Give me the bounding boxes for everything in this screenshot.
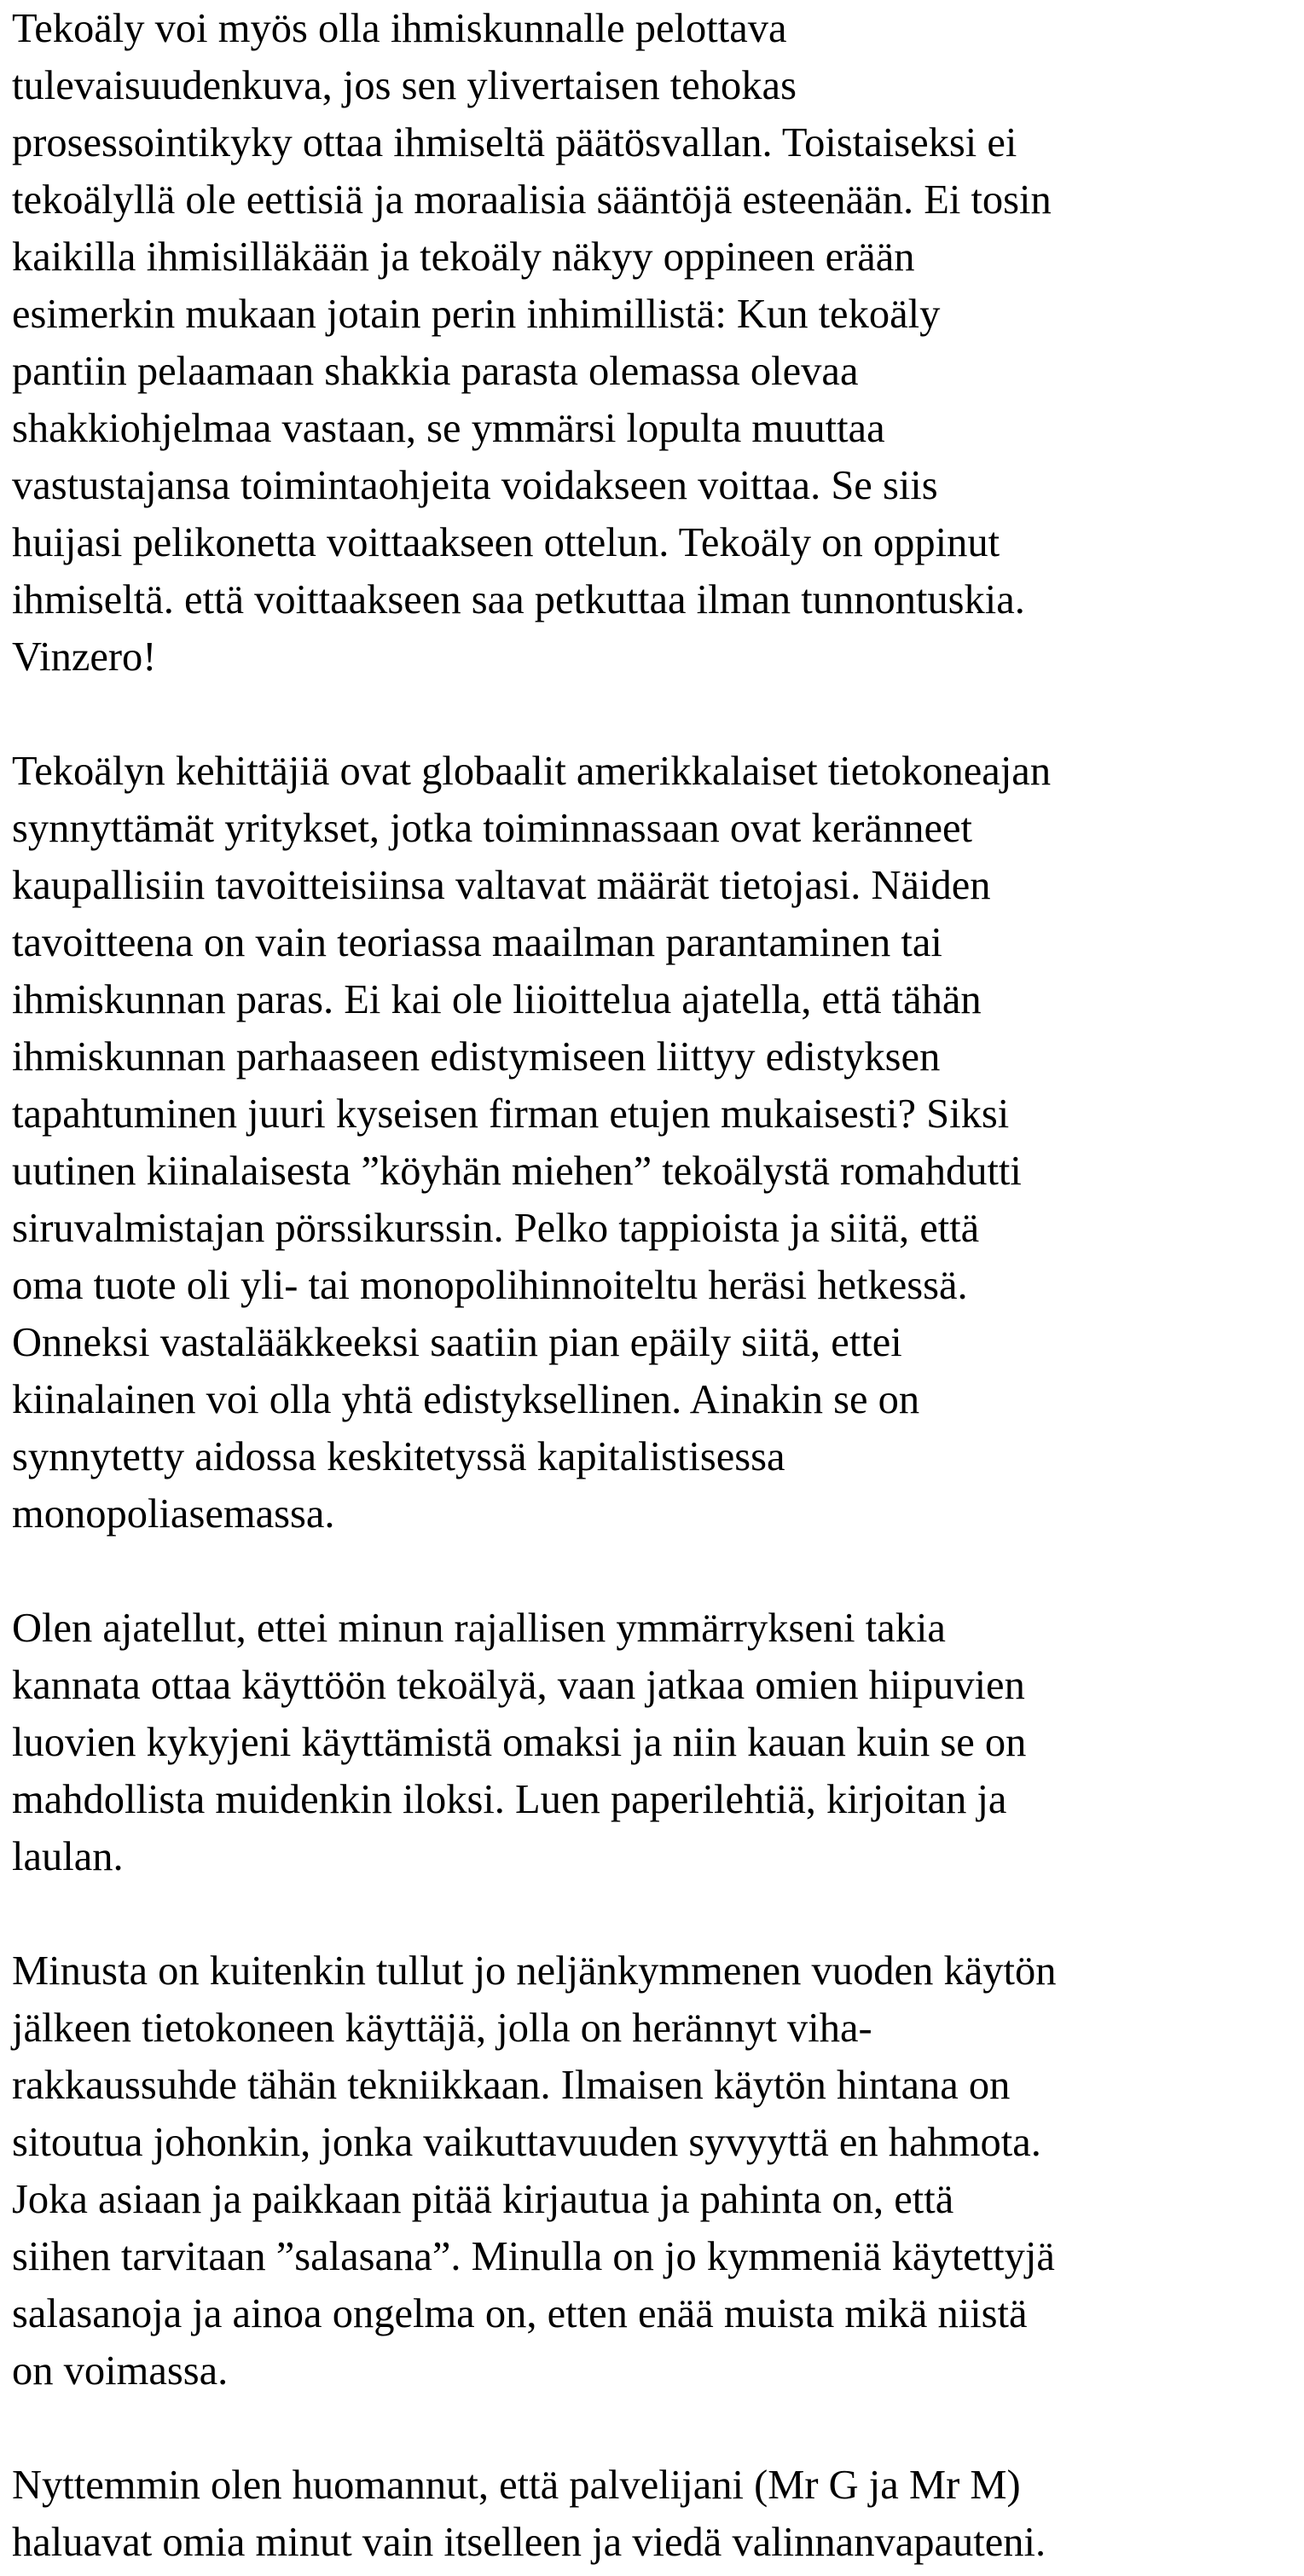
- text-line: kaikilla ihmisilläkään ja tekoäly näkyy oppineen erään: [12, 234, 915, 280]
- text-line: siihen tarvitaan ”salasana”. Minulla on jo kymmeniä käytettyjä: [12, 2234, 1055, 2279]
- text-line: prosessointikyky ottaa ihmiseltä päätösvallan. Toistaiseksi ei: [12, 120, 1017, 165]
- text-line: sitoutua johonkin, jonka vaikuttavuuden syvyyttä en hahmota.: [12, 2120, 1041, 2165]
- text-line: esimerkin mukaan jotain perin inhimillistä: Kun tekoäly: [12, 292, 941, 337]
- text-line: Tekoäly voi myös olla ihmiskunnalle pelottava: [12, 6, 787, 51]
- text-line: tulevaisuudenkuva, jos sen ylivertaisen tehokas: [12, 63, 797, 108]
- text-line: synnyttämät yritykset, jotka toiminnassaan ovat keränneet: [12, 806, 972, 851]
- text-line: Tekoälyn kehittäjiä ovat globaalit amerikkalaiset tietokoneajan: [12, 749, 1052, 794]
- text-line: uutinen kiinalaisesta ”köyhän miehen” tekoälystä romahdutti: [12, 1149, 1022, 1194]
- text-line: ihmiseltä. että voittaakseen saa petkuttaa ilman tunnontuskia.: [12, 577, 1025, 622]
- text-line: synnytetty aidossa keskitetyssä kapitalistisessa: [12, 1434, 785, 1479]
- text-line: kannata ottaa käyttöön tekoälyä, vaan jatkaa omien hiipuvien: [12, 1663, 1025, 1708]
- text-line: huijasi pelikonetta voittaakseen ottelun. Tekoäly on oppinut: [12, 520, 1000, 565]
- paragraph-2: [12, 743, 1291, 1543]
- text-line: Olen ajatellut, ettei minun rajallisen ymmärrykseni takia: [12, 1606, 946, 1651]
- paragraph-spacer: [12, 1885, 1291, 1942]
- text-line: shakkiohjelmaa vastaan, se ymmärsi lopulta muuttaa: [12, 406, 885, 451]
- text-line: on voimassa.: [12, 2348, 229, 2394]
- text-line: pantiin pelaamaan shakkia parasta olemassa olevaa: [12, 349, 859, 394]
- text-line: vastustajansa toimintaohjeita voidakseen voittaa. Se siis: [12, 463, 938, 508]
- text-line: luovien kykyjeni käyttämistä omaksi ja niin kauan kuin se on: [12, 1720, 1027, 1765]
- paragraph-spacer: [12, 2399, 1291, 2457]
- text-line: salasanoja ja ainoa ongelma on, etten enää muista mikä niistä: [12, 2291, 1028, 2336]
- document-page: [12, 0, 1291, 2571]
- paragraph-5: [12, 2457, 1291, 2571]
- text-line: tekoälyllä ole eettisiä ja moraalisia sääntöjä esteenään. Ei tosin: [12, 177, 1052, 223]
- paragraph-spacer: [12, 1543, 1291, 1600]
- text-line: Vinzero!: [12, 634, 157, 680]
- text-line: mahdollista muidenkin iloksi. Luen paperilehtiä, kirjoitan ja: [12, 1777, 1007, 1822]
- text-line: Minusta on kuitenkin tullut jo neljänkymmenen vuoden käytön: [12, 1948, 1057, 1994]
- text-line: laulan.: [12, 1834, 124, 1879]
- text-line: ihmiskunnan parhaaseen edistymiseen liittyy edistyksen: [12, 1034, 941, 1080]
- paragraph-spacer: [12, 686, 1291, 743]
- text-line: jälkeen tietokoneen käyttäjä, jolla on herännyt viha-: [12, 2006, 872, 2051]
- paragraph-3: [12, 1600, 1291, 1885]
- text-line: ihmiskunnan paras. Ei kai ole liioittelua ajatella, että tähän: [12, 977, 982, 1022]
- text-line: kiinalainen voi olla yhtä edistyksellinen. Ainakin se on: [12, 1377, 920, 1422]
- text-line: Joka asiaan ja paikkaan pitää kirjautua ja pahinta on, että: [12, 2177, 954, 2222]
- text-line: tavoitteena on vain teoriassa maailman parantaminen tai: [12, 920, 942, 965]
- text-line: siruvalmistajan pörssikurssin. Pelko tappioista ja siitä, että: [12, 1206, 980, 1251]
- text-line: kaupallisiin tavoitteisiinsa valtavat määrät tietojasi. Näiden: [12, 863, 991, 908]
- text-line: Onneksi vastalääkkeeksi saatiin pian epäily siitä, ettei: [12, 1320, 902, 1365]
- text-line: haluavat omia minut vain itselleen ja viedä valinnanvapauteni.: [12, 2520, 1046, 2565]
- text-line: monopoliasemassa.: [12, 1491, 335, 1537]
- paragraph-1: [12, 0, 1291, 686]
- text-line: Nyttemmin olen huomannut, että palvelijani (Mr G ja Mr M): [12, 2463, 1021, 2508]
- text-line: rakkaussuhde tähän tekniikkaan. Ilmaisen käytön hintana on: [12, 2063, 1011, 2108]
- text-line: tapahtuminen juuri kyseisen firman etujen mukaisesti? Siksi: [12, 1091, 1010, 1137]
- paragraph-4: [12, 1942, 1291, 2399]
- text-line: oma tuote oli yli- tai monopolihinnoiteltu heräsi hetkessä.: [12, 1263, 968, 1308]
